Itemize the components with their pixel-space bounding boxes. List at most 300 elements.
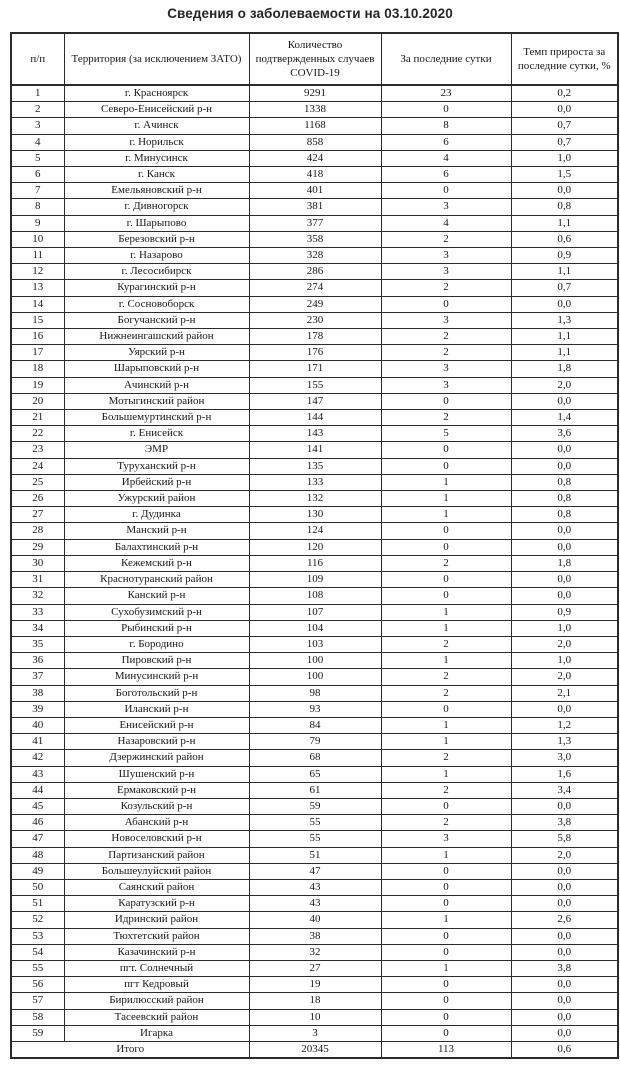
cell-growth-rate: 2,0 <box>511 669 618 685</box>
table-footer <box>11 1041 618 1058</box>
cell-territory: Иланский р-н <box>64 701 249 717</box>
cell-territory: Уярский р-н <box>64 345 249 361</box>
cell-confirmed-cases: 249 <box>249 296 381 312</box>
cell-confirmed-cases: 61 <box>249 782 381 798</box>
cell-row-number: 2 <box>11 102 64 118</box>
cell-confirmed-cases: 10 <box>249 1009 381 1025</box>
cell-row-number: 34 <box>11 620 64 636</box>
cell-last-day: 4 <box>381 150 511 166</box>
cell-growth-rate: 2,0 <box>511 636 618 652</box>
cell-last-day: 23 <box>381 85 511 102</box>
cell-row-number: 4 <box>11 134 64 150</box>
cell-growth-rate: 1,1 <box>511 345 618 361</box>
table-row <box>11 507 618 523</box>
cell-last-day: 1 <box>381 734 511 750</box>
cell-last-day: 0 <box>381 102 511 118</box>
cell-territory: Ирбейский р-н <box>64 474 249 490</box>
cell-last-day: 0 <box>381 977 511 993</box>
cell-territory: Большеулуйский район <box>64 863 249 879</box>
table-row <box>11 361 618 377</box>
cell-growth-rate: 0,9 <box>511 248 618 264</box>
cell-territory: Ужурский район <box>64 491 249 507</box>
cell-confirmed-cases: 27 <box>249 960 381 976</box>
cell-growth-rate: 1,4 <box>511 410 618 426</box>
cell-territory: Партизанский район <box>64 847 249 863</box>
table-row <box>11 118 618 134</box>
total-label: Итого <box>11 1041 249 1058</box>
table-row <box>11 685 618 701</box>
table-row <box>11 1025 618 1041</box>
cell-growth-rate: 1,3 <box>511 734 618 750</box>
table-row <box>11 248 618 264</box>
cell-last-day: 3 <box>381 831 511 847</box>
cell-row-number: 3 <box>11 118 64 134</box>
cell-confirmed-cases: 141 <box>249 442 381 458</box>
cell-confirmed-cases: 55 <box>249 815 381 831</box>
cell-row-number: 16 <box>11 329 64 345</box>
cell-row-number: 50 <box>11 879 64 895</box>
cell-last-day: 0 <box>381 993 511 1009</box>
cell-last-day: 3 <box>381 248 511 264</box>
cell-last-day: 0 <box>381 928 511 944</box>
cell-confirmed-cases: 133 <box>249 474 381 490</box>
cell-last-day: 1 <box>381 620 511 636</box>
cell-row-number: 35 <box>11 636 64 652</box>
cell-row-number: 1 <box>11 85 64 102</box>
cell-growth-rate: 0,0 <box>511 928 618 944</box>
cell-growth-rate: 0,0 <box>511 701 618 717</box>
total-growth-rate: 0,6 <box>511 1041 618 1058</box>
table-row <box>11 539 618 555</box>
cell-row-number: 58 <box>11 1009 64 1025</box>
cell-row-number: 26 <box>11 491 64 507</box>
cell-last-day: 0 <box>381 539 511 555</box>
table-row <box>11 717 618 733</box>
cell-territory: Енисейский р-н <box>64 717 249 733</box>
cell-row-number: 17 <box>11 345 64 361</box>
cell-last-day: 0 <box>381 896 511 912</box>
total-confirmed-cases: 20345 <box>249 1041 381 1058</box>
table-body <box>11 85 618 1041</box>
cell-last-day: 2 <box>381 345 511 361</box>
header-territory: Территория (за исключением ЗАТО) <box>64 33 249 85</box>
cell-last-day: 2 <box>381 329 511 345</box>
total-row <box>11 1041 618 1058</box>
cell-last-day: 1 <box>381 491 511 507</box>
cell-confirmed-cases: 286 <box>249 264 381 280</box>
table-row <box>11 474 618 490</box>
cell-row-number: 39 <box>11 701 64 717</box>
cell-confirmed-cases: 107 <box>249 604 381 620</box>
table-row <box>11 620 618 636</box>
cell-last-day: 6 <box>381 134 511 150</box>
cell-last-day: 0 <box>381 183 511 199</box>
cell-row-number: 28 <box>11 523 64 539</box>
cell-growth-rate: 0,0 <box>511 1009 618 1025</box>
cell-territory: Большемуртинский р-н <box>64 410 249 426</box>
cell-last-day: 3 <box>381 377 511 393</box>
cell-territory: Минусинский р-н <box>64 669 249 685</box>
cell-growth-rate: 0,0 <box>511 442 618 458</box>
cell-last-day: 6 <box>381 167 511 183</box>
cell-growth-rate: 0,0 <box>511 896 618 912</box>
cell-row-number: 24 <box>11 458 64 474</box>
cell-growth-rate: 1,1 <box>511 215 618 231</box>
table-row <box>11 150 618 166</box>
cell-last-day: 0 <box>381 458 511 474</box>
cell-growth-rate: 0,7 <box>511 118 618 134</box>
cell-row-number: 21 <box>11 410 64 426</box>
cell-growth-rate: 1,0 <box>511 653 618 669</box>
table-row <box>11 798 618 814</box>
table-row <box>11 329 618 345</box>
cell-confirmed-cases: 116 <box>249 555 381 571</box>
cell-last-day: 0 <box>381 296 511 312</box>
cell-confirmed-cases: 32 <box>249 944 381 960</box>
cell-row-number: 57 <box>11 993 64 1009</box>
table-row <box>11 183 618 199</box>
cell-territory: Балахтинский р-н <box>64 539 249 555</box>
header-row-number: п/п <box>11 33 64 85</box>
table-row <box>11 879 618 895</box>
cell-row-number: 32 <box>11 588 64 604</box>
header-confirmed-cases: Количество подтвержденных случаев COVID-19 <box>249 33 381 85</box>
cell-row-number: 18 <box>11 361 64 377</box>
table-row <box>11 993 618 1009</box>
table-row <box>11 345 618 361</box>
cell-confirmed-cases: 171 <box>249 361 381 377</box>
cell-row-number: 36 <box>11 653 64 669</box>
cell-territory: г. Красноярск <box>64 85 249 102</box>
cell-territory: Курагинский р-н <box>64 280 249 296</box>
table-row <box>11 199 618 215</box>
table-row <box>11 588 618 604</box>
cell-row-number: 15 <box>11 312 64 328</box>
cell-territory: Пировский р-н <box>64 653 249 669</box>
table-row <box>11 555 618 571</box>
cell-growth-rate: 0,0 <box>511 296 618 312</box>
cell-row-number: 45 <box>11 798 64 814</box>
cell-growth-rate: 1,5 <box>511 167 618 183</box>
cell-territory: Туруханский р-н <box>64 458 249 474</box>
cell-growth-rate: 0,0 <box>511 539 618 555</box>
cell-last-day: 2 <box>381 636 511 652</box>
cell-last-day: 0 <box>381 701 511 717</box>
cell-territory: Шушенский р-н <box>64 766 249 782</box>
cell-last-day: 1 <box>381 717 511 733</box>
cell-row-number: 48 <box>11 847 64 863</box>
table-row <box>11 85 618 102</box>
cell-confirmed-cases: 328 <box>249 248 381 264</box>
cell-confirmed-cases: 100 <box>249 669 381 685</box>
cell-last-day: 0 <box>381 1009 511 1025</box>
cell-confirmed-cases: 65 <box>249 766 381 782</box>
cell-growth-rate: 1,0 <box>511 620 618 636</box>
cell-territory: Абанский р-н <box>64 815 249 831</box>
cell-confirmed-cases: 858 <box>249 134 381 150</box>
table-row <box>11 604 618 620</box>
cell-row-number: 8 <box>11 199 64 215</box>
cell-territory: Манский р-н <box>64 523 249 539</box>
cell-territory: Козульский р-н <box>64 798 249 814</box>
table-row <box>11 653 618 669</box>
cell-last-day: 1 <box>381 653 511 669</box>
cell-territory: Тасеевский район <box>64 1009 249 1025</box>
cell-territory: Тюхтетский район <box>64 928 249 944</box>
cell-confirmed-cases: 84 <box>249 717 381 733</box>
cell-growth-rate: 0,0 <box>511 798 618 814</box>
cell-confirmed-cases: 155 <box>249 377 381 393</box>
cell-last-day: 0 <box>381 879 511 895</box>
cell-territory: Боготольский р-н <box>64 685 249 701</box>
cell-confirmed-cases: 178 <box>249 329 381 345</box>
header-growth-rate: Темп прироста за последние сутки, % <box>511 33 618 85</box>
cell-last-day: 0 <box>381 523 511 539</box>
cell-territory: Березовский р-н <box>64 231 249 247</box>
header-row <box>11 33 618 85</box>
cell-growth-rate: 0,7 <box>511 134 618 150</box>
cell-territory: Казачинский р-н <box>64 944 249 960</box>
cell-row-number: 31 <box>11 572 64 588</box>
cell-confirmed-cases: 55 <box>249 831 381 847</box>
cell-territory: г. Норильск <box>64 134 249 150</box>
cell-last-day: 5 <box>381 426 511 442</box>
cell-territory: пгт. Солнечный <box>64 960 249 976</box>
cell-territory: Саянский район <box>64 879 249 895</box>
table-row <box>11 636 618 652</box>
cell-row-number: 11 <box>11 248 64 264</box>
cell-confirmed-cases: 377 <box>249 215 381 231</box>
cell-growth-rate: 2,1 <box>511 685 618 701</box>
cell-confirmed-cases: 43 <box>249 879 381 895</box>
cell-last-day: 2 <box>381 815 511 831</box>
cell-territory: пгт Кедровый <box>64 977 249 993</box>
table-row <box>11 215 618 231</box>
table-row <box>11 280 618 296</box>
cell-last-day: 0 <box>381 442 511 458</box>
table-row <box>11 102 618 118</box>
cell-confirmed-cases: 1338 <box>249 102 381 118</box>
header-last-day: За последние сутки <box>381 33 511 85</box>
table-row <box>11 523 618 539</box>
cell-growth-rate: 1,1 <box>511 264 618 280</box>
table-row <box>11 1009 618 1025</box>
cell-territory: Краснотуранский район <box>64 572 249 588</box>
cell-growth-rate: 3,4 <box>511 782 618 798</box>
table-row <box>11 831 618 847</box>
table-row <box>11 296 618 312</box>
cell-growth-rate: 5,8 <box>511 831 618 847</box>
cell-last-day: 2 <box>381 782 511 798</box>
cell-territory: Идринский район <box>64 912 249 928</box>
cell-confirmed-cases: 424 <box>249 150 381 166</box>
cell-last-day: 0 <box>381 393 511 409</box>
cell-confirmed-cases: 3 <box>249 1025 381 1041</box>
cell-growth-rate: 2,0 <box>511 377 618 393</box>
cell-territory: г. Канск <box>64 167 249 183</box>
cell-row-number: 42 <box>11 750 64 766</box>
cell-last-day: 0 <box>381 572 511 588</box>
table-row <box>11 928 618 944</box>
table-row <box>11 264 618 280</box>
cell-last-day: 2 <box>381 410 511 426</box>
cell-confirmed-cases: 104 <box>249 620 381 636</box>
cell-growth-rate: 1,6 <box>511 766 618 782</box>
cell-growth-rate: 1,3 <box>511 312 618 328</box>
cell-last-day: 0 <box>381 588 511 604</box>
cell-territory: г. Енисейск <box>64 426 249 442</box>
cell-confirmed-cases: 19 <box>249 977 381 993</box>
cell-row-number: 53 <box>11 928 64 944</box>
cell-last-day: 1 <box>381 604 511 620</box>
table-row <box>11 847 618 863</box>
cell-row-number: 47 <box>11 831 64 847</box>
table-row <box>11 701 618 717</box>
table-row <box>11 782 618 798</box>
cell-row-number: 7 <box>11 183 64 199</box>
cell-confirmed-cases: 9291 <box>249 85 381 102</box>
cell-row-number: 22 <box>11 426 64 442</box>
cell-territory: г. Шарыпово <box>64 215 249 231</box>
cell-last-day: 2 <box>381 750 511 766</box>
cell-growth-rate: 0,6 <box>511 231 618 247</box>
cell-confirmed-cases: 51 <box>249 847 381 863</box>
cell-growth-rate: 0,8 <box>511 491 618 507</box>
cell-territory: Шарыповский р-н <box>64 361 249 377</box>
cell-territory: ЭМР <box>64 442 249 458</box>
table-header <box>11 33 618 85</box>
cell-row-number: 12 <box>11 264 64 280</box>
cell-growth-rate: 0,0 <box>511 588 618 604</box>
cell-confirmed-cases: 124 <box>249 523 381 539</box>
cell-confirmed-cases: 132 <box>249 491 381 507</box>
cell-growth-rate: 0,0 <box>511 102 618 118</box>
table-row <box>11 231 618 247</box>
table-row <box>11 766 618 782</box>
table-row <box>11 458 618 474</box>
page-title: Сведения о заболеваемости на 03.10.2020 <box>167 6 453 21</box>
cell-row-number: 20 <box>11 393 64 409</box>
cell-growth-rate: 0,0 <box>511 523 618 539</box>
cell-row-number: 59 <box>11 1025 64 1041</box>
cell-growth-rate: 0,0 <box>511 977 618 993</box>
cell-territory: г. Бородино <box>64 636 249 652</box>
cell-confirmed-cases: 93 <box>249 701 381 717</box>
cell-confirmed-cases: 381 <box>249 199 381 215</box>
table-row <box>11 912 618 928</box>
cell-confirmed-cases: 147 <box>249 393 381 409</box>
table-row <box>11 167 618 183</box>
table-row <box>11 669 618 685</box>
cell-row-number: 40 <box>11 717 64 733</box>
table-row <box>11 896 618 912</box>
cell-confirmed-cases: 1168 <box>249 118 381 134</box>
table-row <box>11 944 618 960</box>
cell-growth-rate: 0,0 <box>511 458 618 474</box>
table-row <box>11 572 618 588</box>
cell-row-number: 41 <box>11 734 64 750</box>
table-row <box>11 312 618 328</box>
cell-last-day: 2 <box>381 669 511 685</box>
cell-confirmed-cases: 79 <box>249 734 381 750</box>
cell-confirmed-cases: 358 <box>249 231 381 247</box>
cell-territory: Сухобузимский р-н <box>64 604 249 620</box>
table-row <box>11 491 618 507</box>
cell-last-day: 1 <box>381 766 511 782</box>
cell-last-day: 2 <box>381 685 511 701</box>
cell-growth-rate: 0,9 <box>511 604 618 620</box>
cell-confirmed-cases: 143 <box>249 426 381 442</box>
cell-confirmed-cases: 120 <box>249 539 381 555</box>
cell-row-number: 19 <box>11 377 64 393</box>
cell-row-number: 27 <box>11 507 64 523</box>
cell-row-number: 54 <box>11 944 64 960</box>
cell-growth-rate: 3,8 <box>511 960 618 976</box>
cell-territory: г. Назарово <box>64 248 249 264</box>
cell-row-number: 56 <box>11 977 64 993</box>
cell-last-day: 1 <box>381 507 511 523</box>
cell-confirmed-cases: 38 <box>249 928 381 944</box>
cell-last-day: 3 <box>381 199 511 215</box>
cell-territory: Каратузский р-н <box>64 896 249 912</box>
cell-growth-rate: 0,8 <box>511 474 618 490</box>
cell-row-number: 13 <box>11 280 64 296</box>
cell-last-day: 0 <box>381 863 511 879</box>
cell-growth-rate: 2,0 <box>511 847 618 863</box>
cell-territory: Ермаковский р-н <box>64 782 249 798</box>
cell-row-number: 23 <box>11 442 64 458</box>
cell-territory: Нижнеингашский район <box>64 329 249 345</box>
cell-row-number: 46 <box>11 815 64 831</box>
cell-last-day: 0 <box>381 1025 511 1041</box>
cell-confirmed-cases: 18 <box>249 993 381 1009</box>
cell-last-day: 1 <box>381 474 511 490</box>
cell-row-number: 30 <box>11 555 64 571</box>
cell-last-day: 3 <box>381 361 511 377</box>
cell-growth-rate: 0,2 <box>511 85 618 102</box>
cell-last-day: 3 <box>381 264 511 280</box>
cell-territory: Емельяновский р-н <box>64 183 249 199</box>
cell-territory: Рыбинский р-н <box>64 620 249 636</box>
cell-territory: Новоселовский р-н <box>64 831 249 847</box>
cell-territory: Дзержинский район <box>64 750 249 766</box>
cell-growth-rate: 3,6 <box>511 426 618 442</box>
cell-last-day: 0 <box>381 944 511 960</box>
cell-growth-rate: 0,0 <box>511 1025 618 1041</box>
cell-confirmed-cases: 401 <box>249 183 381 199</box>
table-row <box>11 960 618 976</box>
table-row <box>11 750 618 766</box>
cell-last-day: 0 <box>381 798 511 814</box>
cell-confirmed-cases: 144 <box>249 410 381 426</box>
cell-row-number: 14 <box>11 296 64 312</box>
cell-territory: Северо-Енисейский р-н <box>64 102 249 118</box>
cell-territory: г. Дивногорск <box>64 199 249 215</box>
cell-last-day: 2 <box>381 280 511 296</box>
cell-territory: Мотыгинский район <box>64 393 249 409</box>
cell-territory: Канский р-н <box>64 588 249 604</box>
cell-row-number: 9 <box>11 215 64 231</box>
cell-confirmed-cases: 230 <box>249 312 381 328</box>
cell-confirmed-cases: 47 <box>249 863 381 879</box>
cell-territory: г. Лесосибирск <box>64 264 249 280</box>
table-row <box>11 734 618 750</box>
cell-last-day: 1 <box>381 912 511 928</box>
cell-last-day: 2 <box>381 555 511 571</box>
cell-confirmed-cases: 59 <box>249 798 381 814</box>
cell-confirmed-cases: 176 <box>249 345 381 361</box>
cell-growth-rate: 1,8 <box>511 361 618 377</box>
